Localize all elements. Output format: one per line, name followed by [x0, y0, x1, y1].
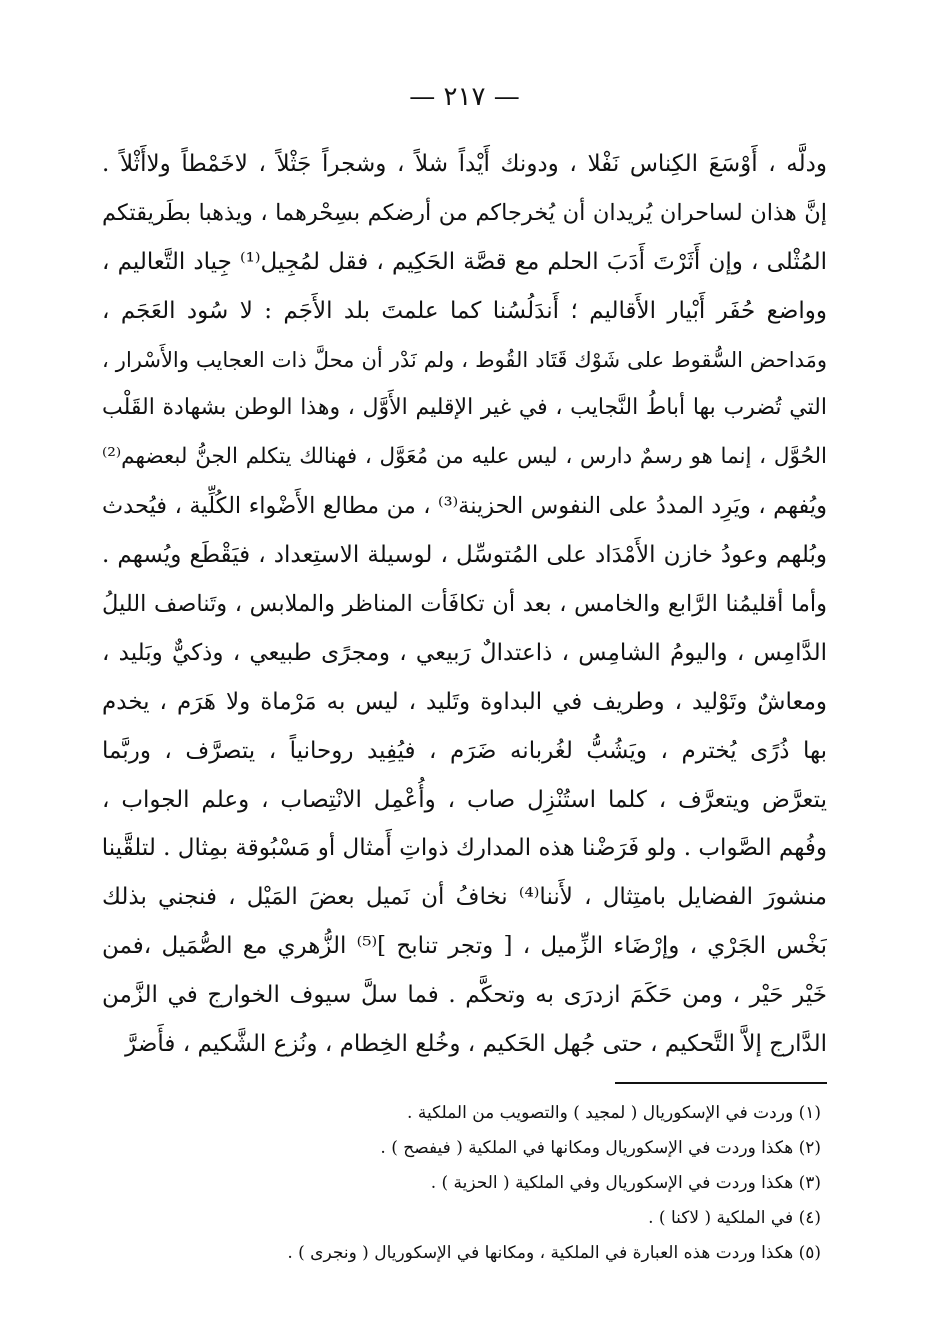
text-line: ومعاشٌ وتَوْليد ، وطريف في البداوة وتَليد ، ليس به مَرْماة ولا هَرَم ، يخدم [102, 688, 827, 715]
footnote: (٥) هكذا وردت هذه العبارة في الملكية ، ومكانها في الإسكوريال ( ونجرى ) . [287, 1243, 821, 1263]
text-line: بها ذُرًى يُخترم ، ويَشُبُّ لغُربانه ضَرَم ، فيُفِيد روحانياً ، يتصرَّف ، وربَّما [102, 737, 827, 764]
footnote: (١) وردت في الإسكوريال ( لمجيد ) والتصويب من الملكية . [407, 1103, 821, 1123]
text-line: وفُهم الصَّواب . ولو فَرَضْنا هذه المدارك ذواتِ أَمثال أو مَسْبُوقة بمِثال . لتلقَّينا [102, 835, 827, 862]
footnote-divider [615, 1082, 827, 1084]
text-line: يتعرَّض ويتعرَّف ، كلما استُنْزِل صاب ، وأُعْمِل الانْتِصاب ، وعلم الجواب ، [102, 786, 827, 813]
text-line: خَيْر حَيْر ، ومن حَكَمَ ازدرَى به وتحكَّم . فما سلَّ سيوف الخوارج في الزَّمن [102, 982, 827, 1009]
text-line: وبُلهم وعودُ خازن الأَمْدَاد على المُتوسِّل ، لوسيلة الاستِعداد ، فيَقْطَع ويُسهم . [102, 542, 827, 569]
footnotes [101, 1096, 821, 1271]
text-line: الدَّامِس ، واليومُ الشامِس ، ذاعتدالٌ رَبيعي ، ومجرًى طبيعي ، وذكيٌّ وبَليد ، [102, 639, 827, 666]
page-number: — ٢١٧ — [409, 82, 520, 112]
text-line: المُثْلى ، وإن أَثَرْتَ أَدَبَ الحلم مع قصَّة الحَكِيم ، فقل لمُجِيل⁽¹⁾ جِياد التَّعاليم ، [102, 248, 827, 275]
footnote: (٣) هكذا وردت في الإسكوريال وفي الملكية ( الحزية ) . [430, 1173, 821, 1193]
footnote: (٢) هكذا وردت في الإسكوريال ومكانها في الملكية ( فيفصح ) . [380, 1138, 821, 1158]
text-line: الحُوَّل ، إنما هو رسمٌ دارس ، ليس عليه من مُعَوَّل ، فهنالك يتكلم الجنُّ لبعضهم⁽²⁾ [102, 444, 827, 470]
text-line: إنَّ هذان لساحران يُريدان أن يُخرجاكم من أرضكم بسِحْرهما ، ويذهبا بطَريقتكم [102, 199, 827, 226]
main-text [102, 140, 827, 1069]
text-line: ودلَّه ، أَوْسَعَ الكِناس نَفْلا ، ودونك أَيْداً شلاً ، وشجراً جَثْلاً ، لاخَمْطاً ولاأَثْلاً . [102, 151, 827, 177]
text-line: التي تُضرب بها أباطُ النَّجايب ، في غير الإقليم الأَوَّل ، وهذا الوطن بشهادة القَلْب [102, 395, 827, 421]
text-line: الدَّارج إلاَّ التَّحكيم ، حتى جُهل الحَكيم ، وخُلع الخِطام ، ونُزع الشَّكيم ، فأَضرَّ [125, 1031, 827, 1058]
text-line: وأما أقليمُنا الرَّابع والخامس ، بعد أن تكافَأت المناظر والملابس ، وتَناصف الليلُ [102, 591, 827, 618]
text-line: ويُفهم ، ويَرِد المددُ على النفوس الحزينة⁽³⁾ ، من مطالع الأَضْواء الكُلِّية ، فيُحدث [102, 493, 827, 520]
footnote: (٤) في الملكية ( لاكنا ) . [648, 1208, 821, 1228]
text-line: بَخْس الجَرْي ، وإرْضَاء الزِّميل ، [ وتجر تنابح ]⁽⁵⁾ الزُّهري مع الصُّمَيل ،فمن [102, 933, 827, 960]
text-line: منشورَ الفضايل بامتِثال ، لأَننا⁽⁴⁾ نخافُ أن نَميل بعضَ المَيْل ، فنجني بذلك [102, 884, 827, 911]
text-line: وواضع حُفَر أَبْيار الأَقاليم ؛ أَندَلُسُنا كما علمتَ بلد الأَجَم : لا سُود العَجَم ، [102, 297, 827, 324]
text-line: ومَداحض السُّقوط على شَوْك قَتَاد القُوط ، ولم نَدْر أن محلَّ ذات العجايب والأَسْرار ، [102, 347, 827, 372]
